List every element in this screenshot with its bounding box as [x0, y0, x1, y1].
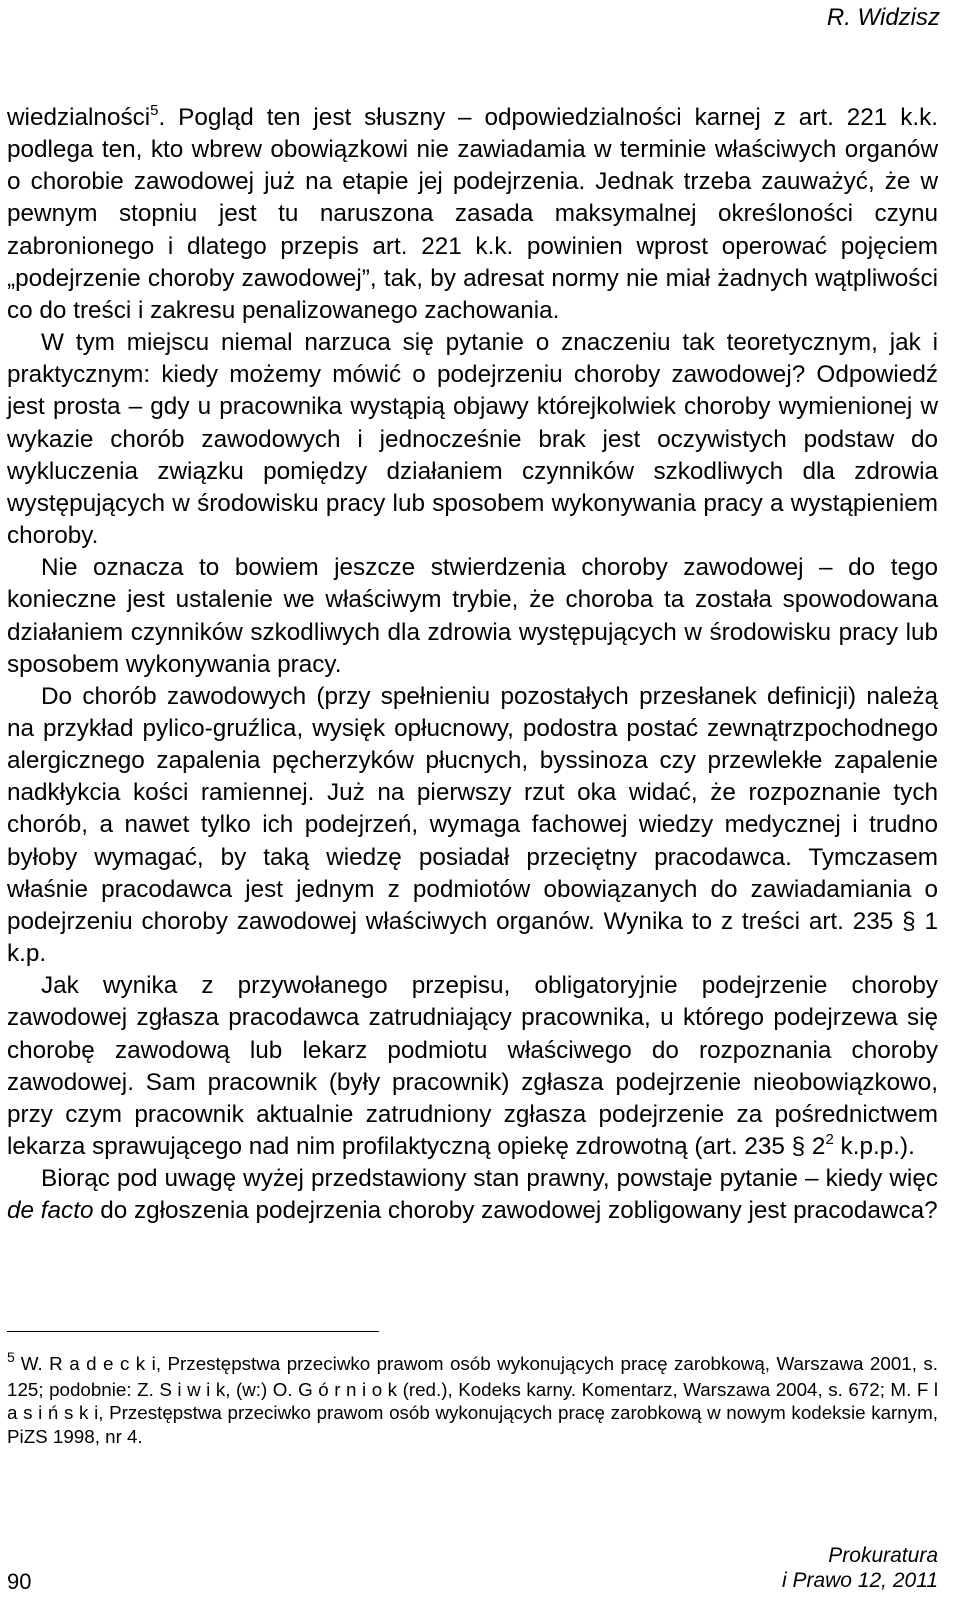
paragraph-1 — [7, 102, 938, 327]
paragraph-2: W tym miejscu niemal narzuca się pytanie o znaczeniu tak teoretycznym, jak i praktycznym: kiedy możemy mówić o podejrzeniu choroby zawodowej? Odpowiedź jest prosta – gdy u pracownika wystąpią objawy którejkolwiek choroby wymienionej w wykazie chorób zawodowych i jednocześnie brak jest oczywistych podstaw do wykluczenia związku pomiędzy działaniem czynników szkodliwych dla zdrowia występujących w środowisku pracy lub sposobem wykonywania pracy a wystąpieniem choroby. — [7, 329, 938, 550]
footnote-separator — [7, 1331, 379, 1332]
paragraph-4: Do chorób zawodowych (przy spełnieniu pozostałych przesłanek definicji) należą na przykład pylico-gruźlica, wysięk opłucnowy, podostra postać zewnątrzpochodnego alergicznego zapalenia pęcherzyków płucnych, byssinoza czy przewlekłe zapalenie nadkłykcia kości ramiennej. Już na pierwszy rzut oka widać, że rozpoznanie tych chorób, a nawet tylko ich podejrzeń, wymaga fachowej wiedzy medycznej i trudno byłoby wymagać, by taką wiedzę posiadał przeciętny pracodawca. Tymczasem właśnie pracodawca jest jednym z podmiotów obowiązanych do zawiadamiania o podejrzeniu choroby zawodowej właściwych organów. Wynika to z treści art. 235 § 1 k.p. — [7, 682, 938, 968]
page-number: 90 — [7, 1569, 32, 1594]
paragraph-6-tail: do zgłoszenia podejrzenia choroby zawodowej zobligowany jest pracodawca? — [93, 1197, 938, 1225]
paragraph-3: Nie oznacza to bowiem jeszcze stwierdzenia choroby zawodowej – do tego konieczne jest ustalenie we właściwym trybie, że choroba ta została spowodowana działaniem czynników szkodliwych dla zdrowia występujących w środowisku pracy lub sposobem wykonywania pracy. — [7, 554, 938, 678]
running-header-author: R. Widzisz — [826, 4, 940, 31]
paragraph-6 — [7, 1163, 938, 1227]
journal-footer — [782, 1543, 938, 1593]
footnote-text: W. R a d e c k i, Przestępstwa przeciwko prawom osób wykonujących pracę zarobkową, Warszawa 2001, s. 125; podobnie: Z. S i w i k, (w:) O. G ó r n i o k (red.), Kodeks karny. Komentarz, Warszawa 2004, s. 672; M. F l a s i ń s k i, Przestępstwa przeciwko prawom osób wykonujących pracę zarobkową w nowym kodeksie karnym, PiZS 1998, nr 4. — [7, 1353, 938, 1447]
footnote — [7, 1349, 938, 1448]
main-text — [7, 102, 938, 1227]
paragraph-6-text: Biorąc pod uwagę wyżej przedstawiony stan prawny, powstaje pytanie – kiedy więc — [41, 1165, 938, 1193]
paragraph-1-text: . Pogląd ten jest słuszny – odpowiedzialności karnej z art. 221 k.k. podlega ten, kto wbrew obowiązkowi nie zawiadamia w terminie właściwych organów o chorobie zawodowej już na etapie jej podejrzenia. Jednak trzeba zauważyć, że w pewnym stopniu jest tu naruszona zasada maksymalnej określoności czynu zabronionego i dlatego przepis art. 221 k.k. powinien wprost operować pojęciem „podejrzenie choroby zawodowej”, tak, by adresat normy nie miał żadnych wątpliwości co do treści i zakresu penalizowanego zachowania. — [7, 104, 938, 324]
footnote-number: 5 — [7, 1349, 15, 1365]
paragraph-5-tail: k.p.p.). — [833, 1133, 915, 1160]
paragraph-5-text: Jak wynika z przywołanego przepisu, obligatoryjnie podejrzenie choroby zawodowej zgłasza pracodawca zatrudniający pracownika, u którego podejrzewa się chorobę zawodową lub lekarz podmiotu właściwego do rozpoznania choroby zawodowej. Sam pracownik (były pracownik) zgłasza podejrzenie nieobowiązkowo, przy czym pracownik aktualnie zatrudniony zgłasza podejrzenie za pośrednictwem lekarza sprawującego nad nim profilaktyczną opiekę zdrowotną (art. 235 § 2 — [7, 972, 938, 1160]
paragraph-5 — [7, 970, 938, 1163]
journal-issue: i Prawo 12, 2011 — [781, 1569, 938, 1592]
journal-title: Prokuratura — [828, 1544, 938, 1567]
latin-phrase: de facto — [7, 1197, 94, 1225]
footnote-5 — [7, 1349, 938, 1448]
paragraph-1-lead: wiedzialności — [7, 104, 151, 131]
paragraph-5-superscript: 2 — [825, 1130, 834, 1148]
footnote-reference: 5 — [150, 101, 159, 119]
